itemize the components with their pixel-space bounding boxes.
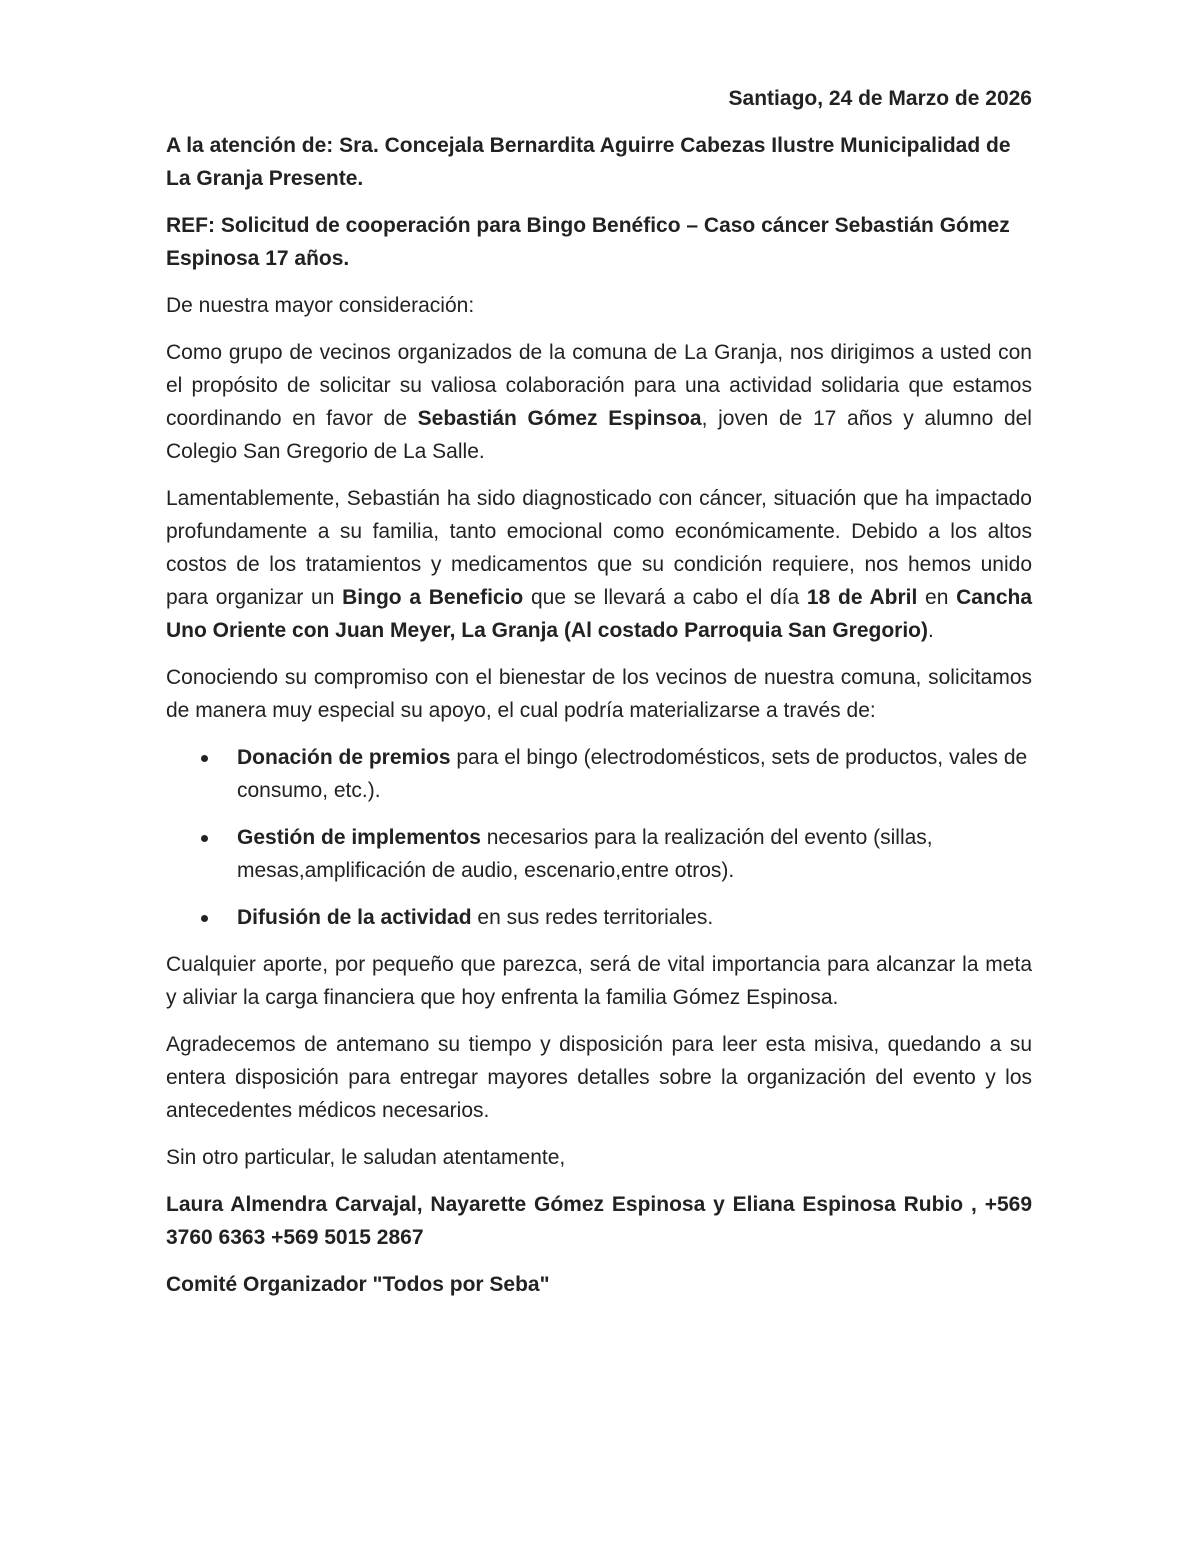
support-list <box>166 741 1032 934</box>
paragraph-impact: Cualquier aporte, por pequeño que parezca, será de vital importancia para alcanzar la meta y aliviar la carga financiera que hoy enfrenta la familia Gómez Espinosa. <box>166 953 1032 1009</box>
list-item-title: Difusión de la actividad <box>237 906 472 929</box>
paragraph-intro <box>166 336 1032 468</box>
closing-line: Sin otro particular, le saludan atentamente, <box>166 1146 566 1169</box>
greeting: De nuestra mayor consideración: <box>166 294 475 317</box>
paragraph-situation <box>166 482 1032 647</box>
letter-date: Santiago, 24 de Marzo de 2026 <box>728 87 1032 110</box>
list-item <box>237 741 1032 807</box>
bullet-icon <box>201 835 208 842</box>
list-item-title: Donación de premios <box>237 746 451 769</box>
bullet-icon <box>201 755 208 762</box>
paragraph-situation-text-d: . <box>928 619 934 642</box>
paragraph-thanks: Agradecemos de antemano su tiempo y disposición para leer esta misiva, quedando a su entera disposición para entregar mayores detalles sobre la organización del evento y los antecedentes médicos necesarios. <box>166 1033 1032 1122</box>
event-place: Cancha Uno Oriente con Juan Meyer, La Granja (Al costado Parroquia San Gregorio) <box>166 586 1032 642</box>
paragraph-request: Conociendo su compromiso con el bienestar de los vecinos de nuestra comuna, solicitamos de manera muy especial su apoyo, el cual podría materializarse a través de: <box>166 666 1032 722</box>
event-name: Bingo a Beneficio <box>342 586 524 609</box>
signers: Laura Almendra Carvajal, Nayarette Gómez Espinosa y Eliana Espinosa Rubio , +569 3760 6363 +569 5015 2867 <box>166 1193 1032 1249</box>
list-item <box>237 901 1032 934</box>
list-item-text: necesarios para la realización del evento (sillas, mesas,amplificación de audio, escenario,entre otros). <box>237 826 933 882</box>
bullet-icon <box>201 915 208 922</box>
paragraph-situation-text-b: que se llevará a cabo el día <box>523 586 807 609</box>
committee-name: Comité Organizador "Todos por Seba" <box>166 1273 550 1296</box>
list-item-text: en sus redes territoriales. <box>471 906 714 929</box>
patient-name: Sebastián Gómez Espinsoa <box>417 407 702 430</box>
list-item-text: para el bingo (electrodomésticos, sets de productos, vales de consumo, etc.). <box>237 746 1028 802</box>
paragraph-situation-text-a: Lamentablemente, Sebastián ha sido diagnosticado con cáncer, situación que ha impactado profundamente a su familia, tanto emocional como económicamente. Debido a los altos costos de los tratamientos y medicamentos que su condición requiere, nos hemos unido para organizar un <box>166 487 1032 609</box>
paragraph-intro-text-b: , joven de 17 años y alumno del Colegio San Gregorio de La Salle. <box>166 407 1032 463</box>
recipient-line: A la atención de: Sra. Concejala Bernardita Aguirre Cabezas Ilustre Municipalidad de La Granja Presente. <box>166 134 1011 190</box>
reference-line: REF: Solicitud de cooperación para Bingo Benéfico – Caso cáncer Sebastián Gómez Espinosa 17 años. <box>166 214 1010 270</box>
paragraph-intro-text-a: Como grupo de vecinos organizados de la comuna de La Granja, nos dirigimos a usted con el propósito de solicitar su valiosa colaboración para una actividad solidaria que estamos coordinando en favor de <box>166 341 1032 430</box>
paragraph-situation-text-c: en <box>917 586 957 609</box>
list-item-title: Gestión de implementos <box>237 826 481 849</box>
list-item <box>237 821 1032 887</box>
event-date: 18 de Abril <box>806 586 918 609</box>
letter-page <box>166 82 1032 1315</box>
